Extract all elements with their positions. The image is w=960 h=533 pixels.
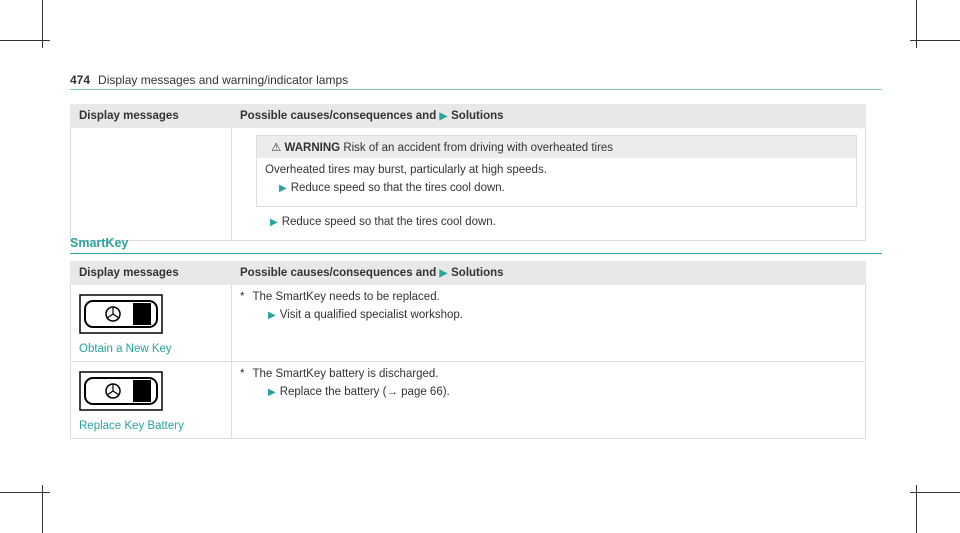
arrow-right-icon: ▶ (279, 183, 287, 194)
table-cell (71, 128, 232, 241)
table-row (71, 285, 866, 362)
table-cell (71, 285, 232, 362)
crop-mark (910, 40, 960, 41)
arrow-right-icon: ▶ (268, 387, 276, 398)
table-cell: ⚠ WARNING Risk of an accident from driving with overheated tires Overheated tires may burst, particularly at high speeds. ▶ Reduce speed so that the tires cool down. ▶ Reduce speed so that the tires cool down. (232, 128, 866, 241)
table-smartkey (70, 261, 866, 439)
warning-triangle-icon: ⚠ (271, 142, 282, 154)
warning-box: ⚠ WARNING Risk of an accident from driving with overheated tires Overheated tires may burst, particularly at high speeds. ▶ Reduce speed so that the tires cool down. (256, 135, 857, 207)
page-title: Display messages and warning/indicator lamps (98, 73, 349, 87)
col-causes: Possible causes/consequences and ▶ Solutions (232, 105, 866, 128)
smartkey-icon (79, 371, 163, 411)
col-display-messages: Display messages (71, 105, 232, 128)
col-display-messages: Display messages (71, 262, 232, 285)
key-caption: Replace Key Battery (79, 420, 184, 432)
col-causes: Possible causes/consequences and ▶ Solutions (232, 262, 866, 285)
table-overheated (70, 104, 866, 241)
table-cell (71, 362, 232, 439)
section-rule (70, 253, 882, 254)
crop-mark (0, 492, 50, 493)
table-cell: * The SmartKey battery is discharged. ▶ Replace the battery (→ page 66). (232, 362, 866, 439)
arrow-right-icon: ▶ (270, 217, 278, 228)
key-caption: Obtain a New Key (79, 343, 172, 355)
crop-mark (910, 492, 960, 493)
page-header (70, 73, 348, 87)
table-row (71, 362, 866, 439)
section-title: SmartKey (70, 236, 129, 250)
arrow-right-icon: ▶ (439, 111, 448, 122)
crop-mark (0, 40, 50, 41)
page-number: 474 (70, 73, 91, 87)
arrow-right-icon: ▶ (439, 268, 448, 279)
arrow-right-icon: ▶ (268, 310, 276, 321)
smartkey-icon (79, 294, 163, 334)
header-rule (70, 89, 882, 90)
table-cell: * The SmartKey needs to be replaced. ▶ Visit a qualified specialist workshop. (232, 285, 866, 362)
